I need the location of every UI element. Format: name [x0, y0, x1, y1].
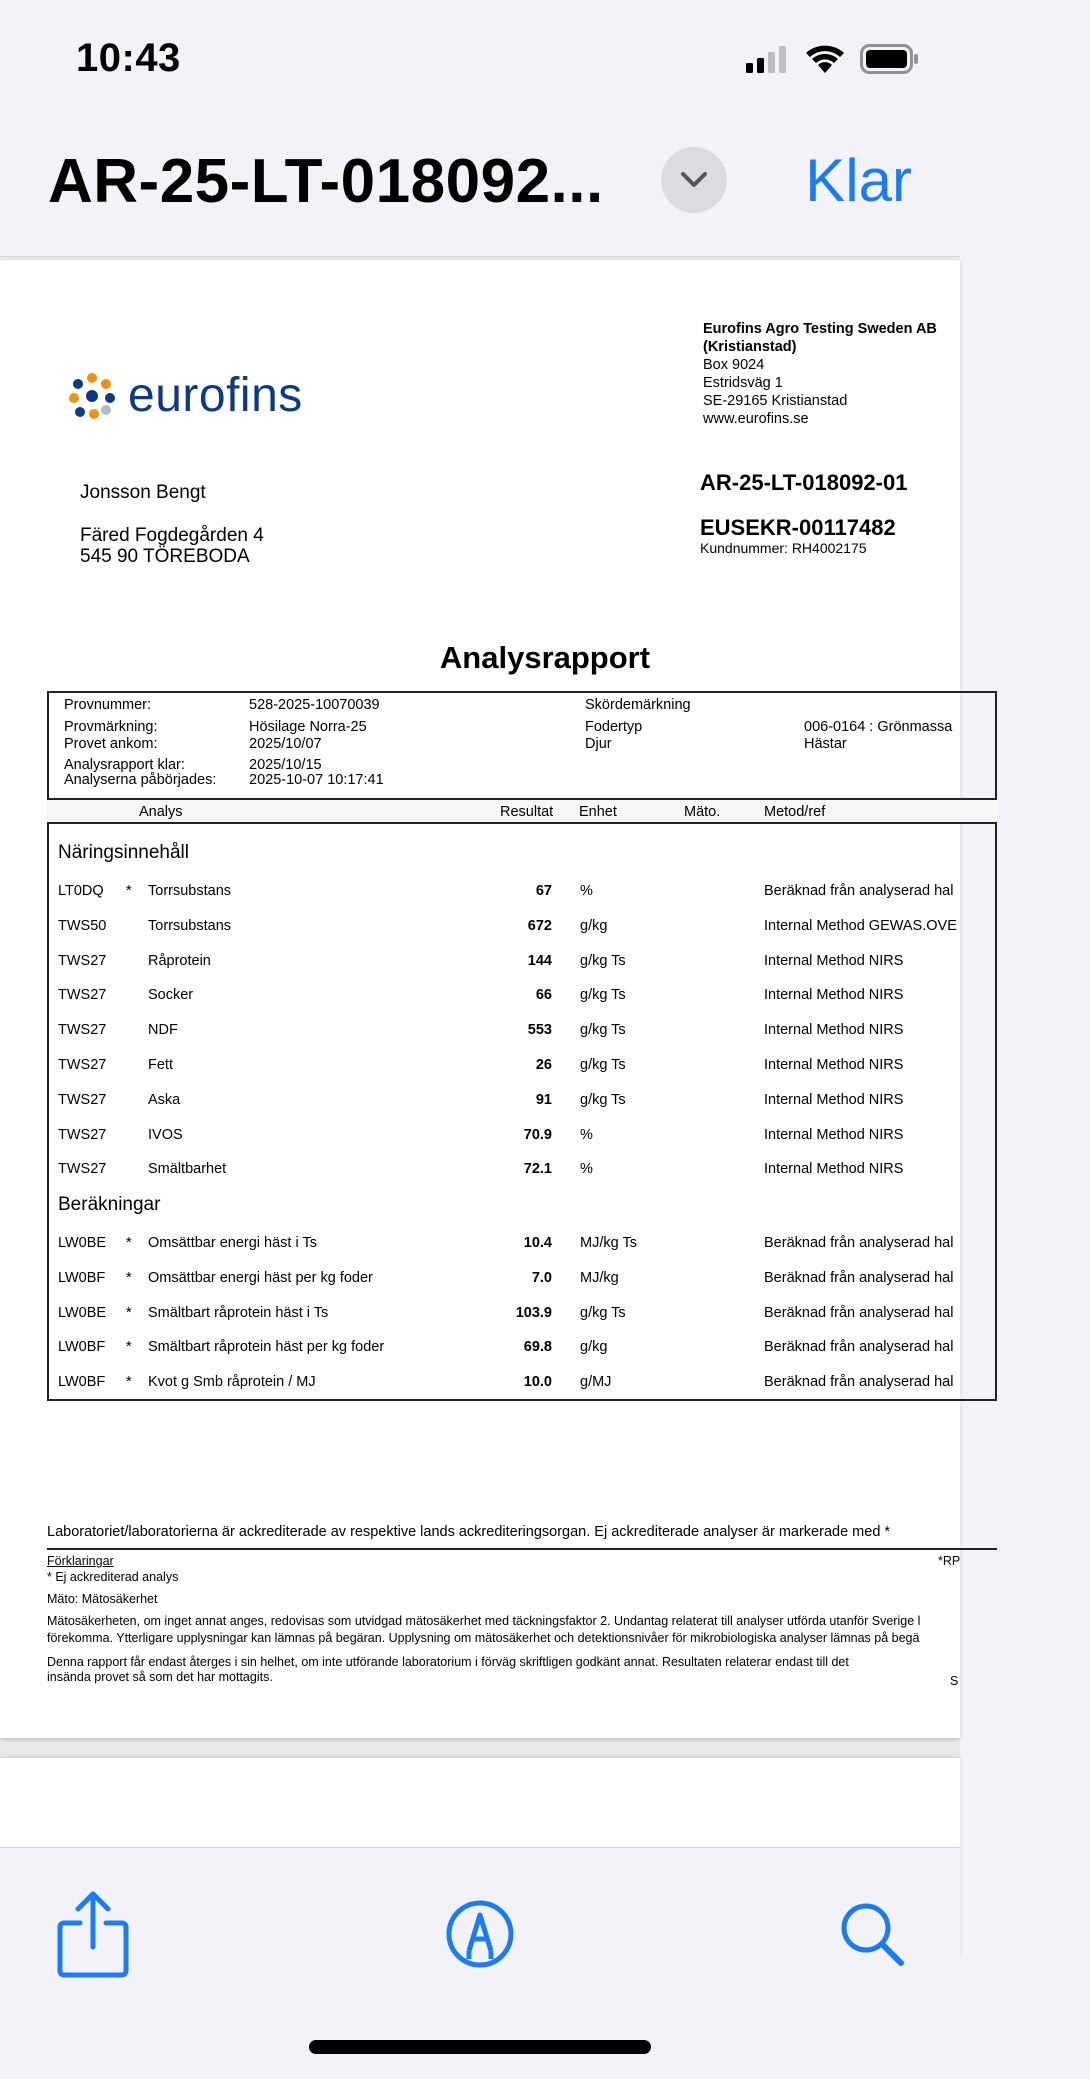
done-button[interactable]: Klar	[805, 147, 912, 214]
meta-label: Analysrapport klar:	[64, 757, 185, 773]
row-analysis-name: Fett	[148, 1057, 173, 1073]
row-analysis-name: Råprotein	[148, 952, 211, 969]
row-method: Beräknad från analyserad hal	[764, 1304, 954, 1321]
row-accreditation-mark: *	[126, 1374, 132, 1391]
row-result: 672	[527, 917, 552, 934]
row-result: 70.9	[523, 1126, 552, 1143]
row-code: LW0BE	[58, 1304, 107, 1321]
row-result: 26	[535, 1057, 552, 1073]
search-button[interactable]	[822, 1884, 922, 1984]
eurofins-logo	[66, 368, 303, 423]
meta-label: Provmärkning:	[64, 719, 158, 735]
table-row	[0, 883, 960, 903]
footer-text-line: Denna rapport får endast återges i sin helhet, om inte utförande laboratorium i förväg skriftligen godkänt annat. Resultaten relaterar endast till det	[47, 1655, 849, 1669]
row-analysis-name: Torrsubstans	[148, 917, 232, 934]
row-accreditation-mark: *	[126, 1235, 132, 1251]
header-mato: Mäto.	[684, 804, 721, 820]
row-analysis-name: Socker	[148, 987, 194, 1004]
row-analysis-name: Omsättbar energi häst i Ts	[148, 1235, 317, 1251]
lab-address-line: SE-29165 Kristianstad	[703, 393, 848, 409]
row-analysis-name: Smältbarhet	[148, 1161, 227, 1178]
meta-label: Provet ankom:	[64, 736, 158, 752]
row-result: 69.8	[523, 1339, 552, 1356]
meta-value: Hästar	[804, 736, 847, 752]
row-code: LW0BF	[58, 1269, 106, 1286]
markup-pen-icon	[445, 1899, 515, 1969]
chevron-down-icon	[680, 171, 708, 189]
footer-divider	[47, 1548, 997, 1550]
footer-rp: *RP	[938, 1554, 961, 1568]
header-metod: Metod/ref	[764, 804, 826, 820]
row-unit: %	[580, 1126, 593, 1143]
row-accreditation-mark: *	[126, 1304, 132, 1321]
row-method: Internal Method NIRS	[764, 1126, 904, 1143]
row-result: 10.0	[523, 1374, 552, 1391]
row-method: Beräknad från analyserad hal	[764, 1235, 954, 1251]
row-code: LW0BE	[58, 1235, 107, 1251]
lab-address-line: Box 9024	[703, 357, 765, 373]
meta-label: Skördemärkning	[585, 697, 691, 713]
footer-mato: Mäto: Mätosäkerhet	[47, 1592, 158, 1606]
home-indicator[interactable]	[309, 2040, 651, 2054]
row-method: Internal Method NIRS	[764, 952, 904, 969]
row-unit: MJ/kg Ts	[580, 1235, 637, 1251]
status-time: 10:43	[76, 36, 181, 80]
lab-address-line: Estridsväg 1	[703, 375, 783, 391]
lab-website: www.eurofins.se	[703, 411, 809, 427]
row-code: TWS27	[58, 1161, 107, 1178]
row-code: TWS27	[58, 1091, 107, 1108]
meta-labels	[64, 697, 216, 786]
row-code: TWS50	[58, 917, 107, 934]
row-method: Internal Method NIRS	[764, 1022, 904, 1039]
row-analysis-name: Aska	[148, 1091, 181, 1108]
customer-street: Färed Fogdegården 4	[80, 525, 264, 546]
table-row	[0, 1270, 960, 1290]
battery-icon	[860, 44, 920, 74]
row-unit: g/kg Ts	[580, 1057, 626, 1073]
row-unit: g/kg Ts	[580, 952, 626, 969]
row-code: LT0DQ	[58, 883, 104, 899]
row-unit: g/kg Ts	[580, 1304, 626, 1321]
table-row	[0, 1235, 960, 1255]
header-resultat: Resultat	[500, 804, 554, 820]
title-menu-button[interactable]	[661, 147, 727, 213]
document-page-1	[0, 260, 960, 1738]
table-row	[0, 1022, 960, 1042]
table-row	[0, 918, 960, 938]
row-result: 103.9	[515, 1304, 552, 1321]
report-number: AR-25-LT-018092-01	[700, 470, 908, 495]
forklaringar-heading: Förklaringar	[47, 1554, 114, 1568]
section-naringsinnehall: Näringsinnehåll	[58, 842, 189, 863]
meta-value: 528-2025-10070039	[249, 697, 380, 713]
nav-bar	[0, 120, 960, 257]
eurofins-logo-text: eurofins	[128, 369, 303, 422]
footer-s: S	[950, 1674, 959, 1688]
row-result: 553	[527, 1022, 552, 1039]
lab-address	[703, 320, 937, 428]
row-unit: g/kg Ts	[580, 1091, 626, 1108]
eurofins-logo-icon	[66, 370, 118, 422]
row-unit: g/kg Ts	[580, 1022, 626, 1039]
table-row	[0, 1161, 960, 1181]
meta-labels-right	[585, 697, 691, 753]
meta-value: 2025/10/07	[249, 736, 322, 752]
document-viewer[interactable]	[0, 257, 960, 1847]
row-analysis-name: Smältbart råprotein häst per kg foder	[148, 1339, 385, 1356]
report-title: Analysrapport	[439, 640, 651, 675]
row-unit: g/MJ	[580, 1374, 612, 1391]
meta-value: 2025/10/15	[249, 757, 322, 773]
lab-location: (Kristianstad)	[703, 339, 797, 355]
row-code: TWS27	[58, 1022, 107, 1039]
meta-label: Djur	[585, 736, 612, 752]
cellular-signal-icon	[746, 45, 790, 73]
row-result: 66	[535, 987, 552, 1004]
footer-text-line: insända provet så som det har mottagits.	[47, 1670, 273, 1684]
row-method: Internal Method NIRS	[764, 1057, 904, 1073]
row-accreditation-mark: *	[126, 883, 132, 899]
table-row	[0, 1339, 960, 1359]
customer-name: Jonsson Bengt	[80, 482, 206, 503]
table-row	[0, 1374, 960, 1394]
row-result: 72.1	[523, 1161, 552, 1178]
meta-value: Hösilage Norra-25	[249, 719, 367, 735]
row-analysis-name: Smältbart råprotein häst i Ts	[148, 1304, 329, 1321]
row-analysis-name: NDF	[148, 1022, 178, 1039]
table-row	[0, 1305, 960, 1325]
table-row	[0, 1057, 960, 1077]
customer-city: 545 90 TÖREBODA	[80, 546, 250, 567]
table-row	[0, 987, 960, 1007]
row-result: 7.0	[531, 1269, 552, 1286]
meta-value: 2025-10-07 10:17:41	[249, 772, 384, 788]
header-analys: Analys	[139, 804, 183, 820]
meta-label: Fodertyp	[585, 719, 643, 735]
header-enhet: Enhet	[579, 804, 617, 820]
table-row	[0, 1092, 960, 1112]
row-code: TWS27	[58, 987, 107, 1004]
row-analysis-name: Omsättbar energi häst per kg foder	[148, 1269, 373, 1286]
meta-label: Provnummer:	[64, 697, 152, 713]
row-analysis-name: Torrsubstans	[148, 883, 232, 899]
lab-name: Eurofins Agro Testing Sweden AB	[703, 321, 937, 337]
row-unit: MJ/kg	[580, 1269, 619, 1286]
meta-values	[249, 697, 384, 786]
row-analysis-name: IVOS	[148, 1126, 183, 1143]
meta-label: Analyserna påbörjades:	[64, 772, 217, 788]
report-references	[700, 470, 907, 556]
share-button[interactable]	[43, 1884, 143, 1984]
search-icon	[837, 1899, 907, 1969]
row-result: 10.4	[523, 1235, 552, 1251]
row-code: TWS27	[58, 1057, 107, 1073]
row-accreditation-mark: *	[126, 1339, 132, 1356]
order-number: EUSEKR-00117482	[700, 515, 896, 540]
customer-number: Kundnummer: RH4002175	[700, 540, 867, 556]
row-method: Internal Method NIRS	[764, 1091, 904, 1108]
table-header	[47, 798, 997, 824]
row-method: Beräknad från analyserad hal	[764, 1374, 954, 1391]
share-icon	[56, 1889, 130, 1979]
row-method: Internal Method NIRS	[764, 1161, 904, 1178]
row-code: LW0BF	[58, 1374, 106, 1391]
row-code: LW0BF	[58, 1339, 106, 1356]
document-title[interactable]: AR-25-LT-018092...	[48, 147, 604, 216]
row-code: TWS27	[58, 1126, 107, 1143]
row-method: Beräknad från analyserad hal	[764, 1269, 954, 1286]
accreditation-note	[47, 1524, 890, 1541]
row-unit: %	[580, 883, 593, 899]
section-berakningar: Beräkningar	[58, 1194, 161, 1215]
footer-ej-ackrediterad: * Ej ackrediterad analys	[47, 1570, 179, 1584]
footer-text-line: Mätosäkerheten, om inget annat anges, redovisas som utvidgad mätosäkerhet med täckningsfaktor 2. Undantag relaterat till analyser utförda utanför Sverige l	[47, 1614, 921, 1628]
row-result: 67	[535, 883, 552, 899]
status-bar	[0, 0, 960, 120]
footer-text-line: förekomma. Ytterligare upplysningar kan lämnas på begäran. Upplysning om mätosäkerhet och detektionsnivåer för mikrobiologiska analyser lämnas på begä	[47, 1631, 920, 1645]
row-accreditation-mark: *	[126, 1269, 132, 1286]
row-unit: g/kg	[580, 1339, 608, 1356]
row-code: TWS27	[58, 952, 107, 969]
meta-values-right	[804, 719, 952, 753]
row-unit: g/kg Ts	[580, 987, 626, 1004]
table-row	[0, 953, 960, 973]
table-row	[0, 1127, 960, 1147]
row-method: Beräknad från analyserad hal	[764, 1339, 954, 1356]
row-result: 91	[535, 1091, 552, 1108]
row-method: Internal Method NIRS	[764, 987, 904, 1004]
row-unit: %	[580, 1161, 593, 1178]
row-result: 144	[527, 952, 552, 969]
row-analysis-name: Kvot g Smb råprotein / MJ	[148, 1374, 316, 1391]
row-method: Internal Method GEWAS.OVE	[764, 917, 957, 934]
accreditation-text: Laboratoriet/laboratorierna är ackrediterade av respektive lands ackrediteringsorgan. Ej ackrediterade analyser är markerade med *	[47, 1524, 891, 1540]
row-method: Beräknad från analyserad hal	[764, 883, 954, 899]
markup-button[interactable]	[430, 1884, 530, 1984]
customer-address	[80, 482, 264, 567]
wifi-icon	[804, 44, 846, 74]
row-unit: g/kg	[580, 917, 608, 934]
status-icons	[746, 44, 920, 74]
meta-value: 006-0164 : Grönmassa	[804, 719, 953, 735]
